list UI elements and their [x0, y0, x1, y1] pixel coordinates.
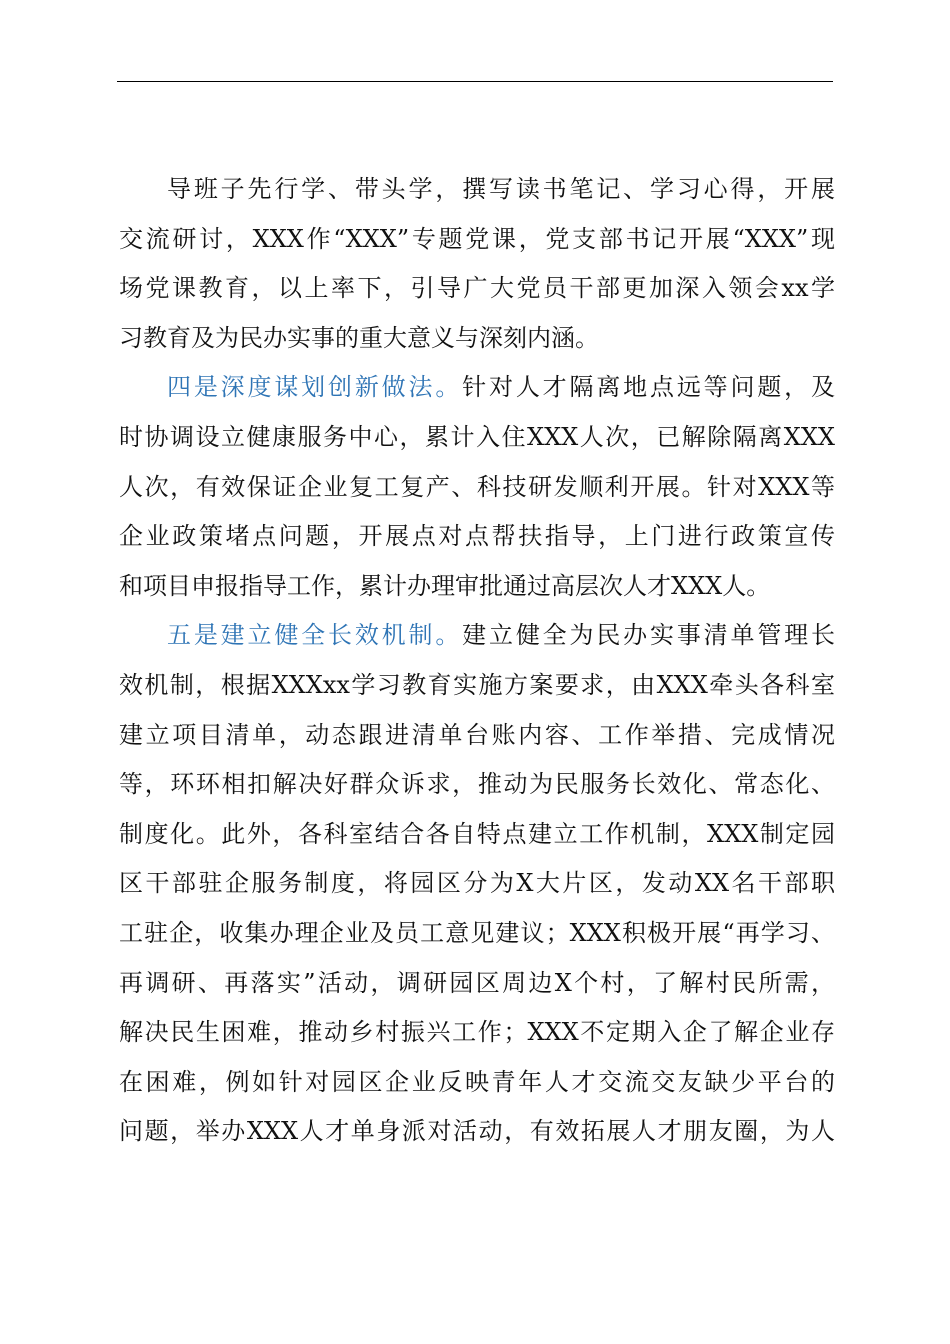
text-line: 建立项目清单，动态跟进清单台账内容、工作举措、完成情况	[119, 720, 835, 749]
header-rule	[117, 81, 833, 82]
body-text	[119, 165, 835, 1157]
text-line: 制度化。此外，各科室结合各自特点建立工作机制，XXX制定园	[119, 819, 835, 848]
text-line: 和项目申报指导工作，累计办理审批通过高层次人才XXX人。	[119, 571, 771, 600]
text-line: 解决民生困难，推动乡村振兴工作；XXX不定期入企了解企业存	[119, 1018, 835, 1047]
text-line: 效机制，根据XXXxx学习教育实施方案要求，由XXX牵头各科室	[119, 670, 835, 699]
text-line: 在困难，例如针对园区企业反映青年人才交流交友缺少平台的	[119, 1067, 835, 1096]
text-line: 人次，有效保证企业复工复产、科技研发顺利开展。针对XXX等	[119, 472, 835, 501]
section-heading: 四是深度谋划创新做法。	[167, 373, 463, 402]
text-line: 交流研讨，XXX作“XXX”专题党课，党支部书记开展“XXX”现	[119, 224, 835, 253]
text-line: 再调研、再落实”活动，调研园区周边X个村，了解村民所需，	[119, 968, 835, 997]
paragraph-mechanism	[119, 611, 835, 1157]
text-line: 习教育及为民办实事的重大意义与深刻内涵。	[119, 323, 599, 352]
section-heading: 五是建立健全长效机制。	[167, 621, 463, 650]
text-line-rest: 建立健全为民办实事清单管理长	[462, 621, 836, 650]
text-line: 场党课教育，以上率下，引导广大党员干部更加深入领会xx学	[119, 274, 835, 303]
text-line	[119, 611, 835, 661]
text-line: 等，环环相扣解决好群众诉求，推动为民服务长效化、常态化、	[119, 770, 835, 799]
text-line: 时协调设立健康服务中心，累计入住XXX人次，已解除隔离XXX	[119, 422, 835, 451]
text-line: 企业政策堵点问题，开展点对点帮扶指导，上门进行政策宣传	[119, 522, 835, 551]
text-line	[119, 363, 835, 413]
paragraph-continuation	[119, 165, 835, 363]
text-line: 区干部驻企服务制度，将园区分为X大片区，发动XX名干部职	[119, 869, 835, 898]
text-line: 问题，举办XXX人才单身派对活动，有效拓展人才朋友圈，为人	[119, 1117, 835, 1146]
paragraph-innovation	[119, 363, 835, 611]
text-line: 工驻企，收集办理企业及员工意见建议；XXX积极开展“再学习、	[119, 918, 835, 947]
text-line-rest: 针对人才隔离地点远等问题，及	[462, 373, 836, 402]
text-line: 导班子先行学、带头学，撰写读书笔记、学习心得，开展	[167, 175, 835, 203]
